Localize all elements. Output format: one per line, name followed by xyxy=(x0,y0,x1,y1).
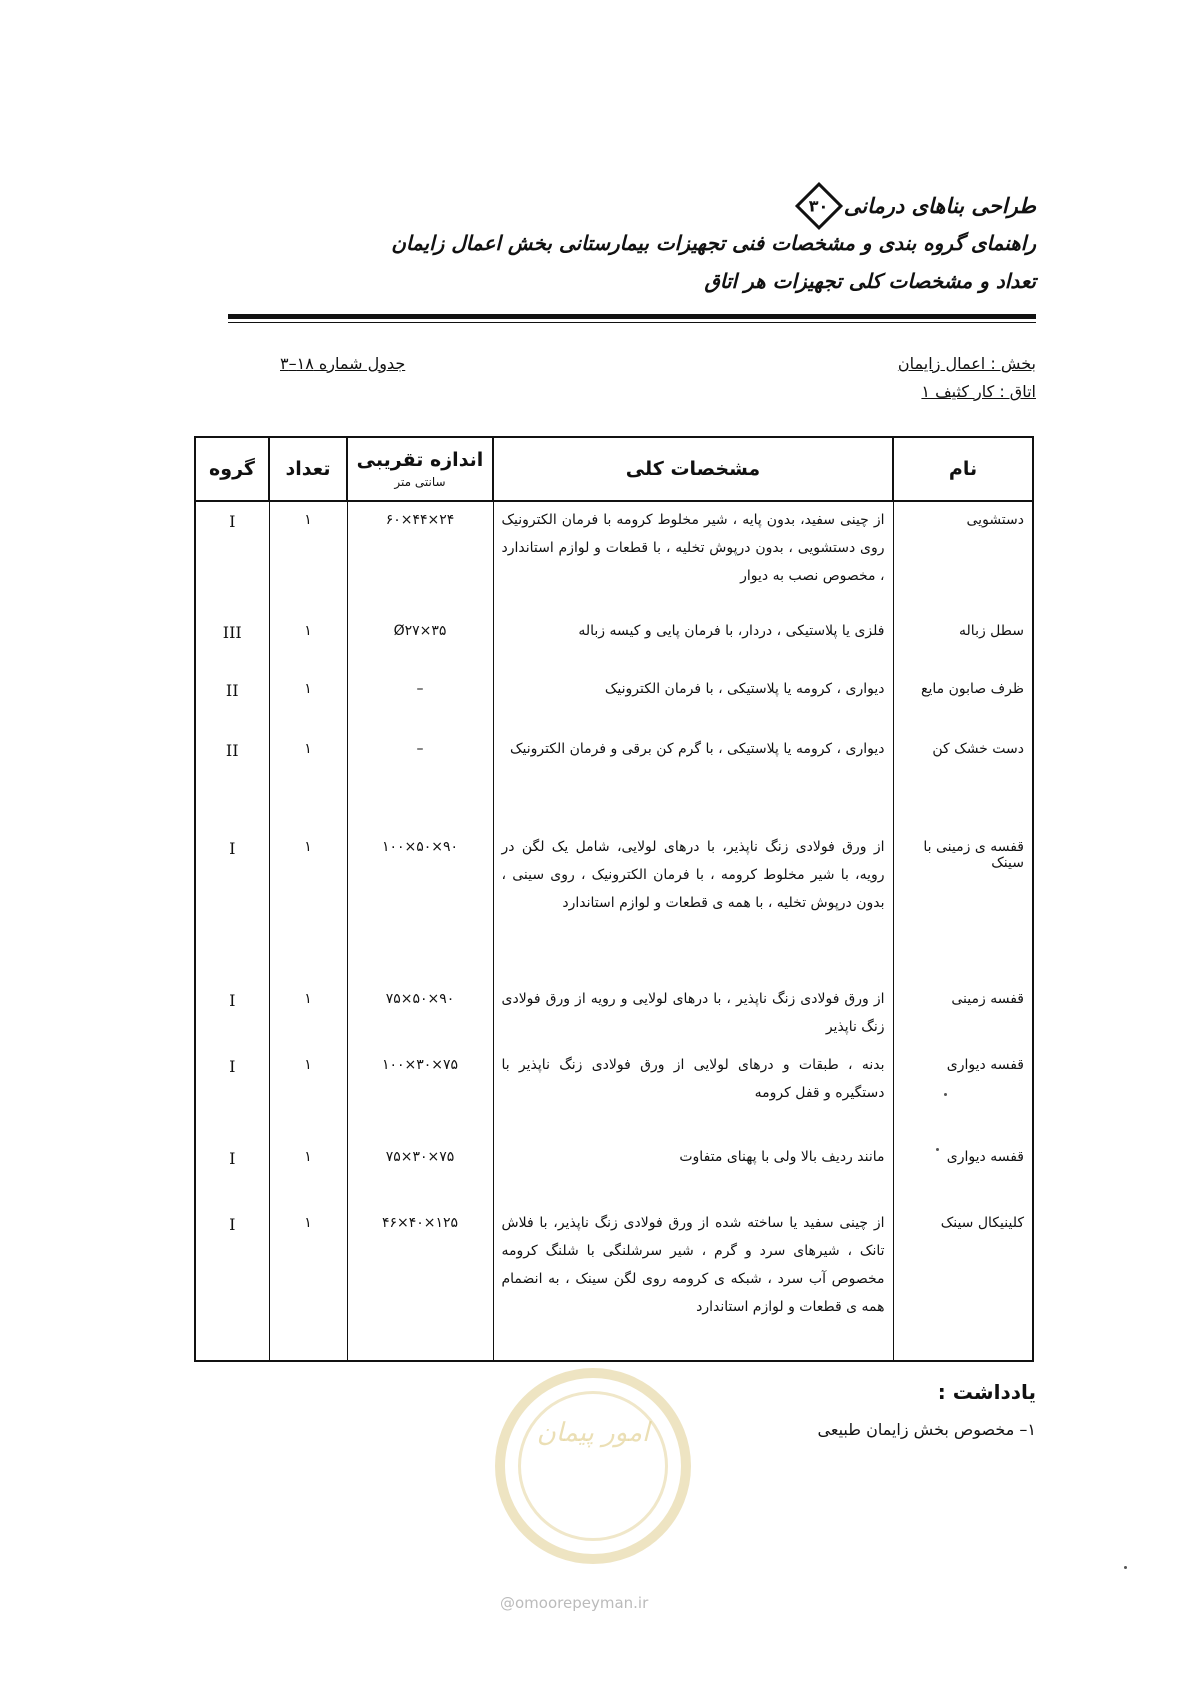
cell-size: – xyxy=(347,671,493,731)
cell-size: ۷۵×۳۰×۷۵ xyxy=(347,1139,493,1205)
cell-count: ۱ xyxy=(269,829,347,981)
header-name: نام xyxy=(893,437,1033,501)
header-count: تعداد xyxy=(269,437,347,501)
header-group: گروه xyxy=(195,437,269,501)
series-title-line xyxy=(216,188,1036,224)
cell-spec: فلزی یا پلاستیکی ، دردار، با فرمان پایی و کیسه زباله xyxy=(493,613,893,671)
table-row xyxy=(195,501,1033,613)
table-row xyxy=(195,1205,1033,1361)
cell-count: ۱ xyxy=(269,613,347,671)
table-row xyxy=(195,1047,1033,1139)
cell-name: دستشویی xyxy=(893,501,1033,613)
cell-count: ۱ xyxy=(269,981,347,1047)
speck xyxy=(944,1093,947,1096)
document-header xyxy=(216,188,1036,300)
cell-name: قفسه ی زمینی با سینک xyxy=(893,829,1033,981)
table-row xyxy=(195,671,1033,731)
table-row xyxy=(195,613,1033,671)
cell-size: ۶۰×۴۴×۲۴ xyxy=(347,501,493,613)
cell-name: سطل زباله xyxy=(893,613,1033,671)
cell-group: I xyxy=(195,1139,269,1205)
cell-count: ۱ xyxy=(269,1205,347,1361)
cell-spec: بدنه ، طبقات و درهای لولایی از ورق فولادی زنگ ناپذیر با دستگیره و قفل کرومه xyxy=(493,1047,893,1139)
series-title: طراحی بناهای درمانی xyxy=(843,194,1036,218)
cell-count: ۱ xyxy=(269,731,347,829)
cell-name: قفسه زمینی xyxy=(893,981,1033,1047)
cell-spec: از ورق فولادی زنگ ناپذیر ، با درهای لولایی و رویه از ورق فولادی زنگ ناپذیر xyxy=(493,981,893,1047)
header-spec: مشخصات کلی xyxy=(493,437,893,501)
cell-spec: از ورق فولادی زنگ ناپذیر، با درهای لولایی، شامل یک لگن در رویه، با شیر مخلوط کرومه ، با فرمان الکترونیک ، روی سینی ، بدون درپوش تخلیه ، با همه ی قطعات و لوازم استاندارد xyxy=(493,829,893,981)
document-subtitle: راهنمای گروه بندی و مشخصات فنی تجهیزات بیمارستانی بخش اعمال زایمان xyxy=(391,231,1036,255)
table-number: جدول شماره ۱۸–۳ xyxy=(280,354,406,373)
watermark-stamp xyxy=(495,1368,691,1564)
cell-size: ۱۰۰×۵۰×۹۰ xyxy=(347,829,493,981)
note-item: ۱– مخصوص بخش زایمان طبیعی xyxy=(817,1420,1036,1439)
cell-name: قفسه دیواری xyxy=(893,1139,1033,1205)
cell-count: ۱ xyxy=(269,1047,347,1139)
table-row xyxy=(195,1139,1033,1205)
equipment-table-wrapper xyxy=(196,436,1034,1362)
cell-spec: از چینی سفید، بدون پایه ، شیر مخلوط کرومه با فرمان الکترونیک روی دستشویی ، بدون درپوش تخلیه ، با قطعات و لوازم استاندارد ، مخصوص نصب به دیوار xyxy=(493,501,893,613)
cell-group: I xyxy=(195,1047,269,1139)
cell-name: دست خشک کن xyxy=(893,731,1033,829)
cell-count: ۱ xyxy=(269,671,347,731)
equipment-table xyxy=(194,436,1034,1362)
cell-spec: از چینی سفید یا ساخته شده از ورق فولادی زنگ ناپذیر، با فلاش تانک ، شیرهای سرد و گرم ، شیر سرشلنگی با شلنگ کرومه مخصوص آب سرد ، شبکه ی کرومه روی لگن سینک ، به انضمام همه ی قطعات و لوازم استاندارد xyxy=(493,1205,893,1361)
series-number-badge xyxy=(795,182,843,230)
cell-group: I xyxy=(195,981,269,1047)
header-size xyxy=(347,437,493,501)
cell-group: I xyxy=(195,829,269,981)
table-row xyxy=(195,981,1033,1047)
table-header-row xyxy=(195,437,1033,501)
cell-group: III xyxy=(195,613,269,671)
header-rule-thin xyxy=(228,322,1036,323)
cell-size: Ø۲۷×۳۵ xyxy=(347,613,493,671)
cell-group: II xyxy=(195,731,269,829)
speck xyxy=(1124,1566,1127,1569)
cell-spec: دیواری ، کرومه یا پلاستیکی ، با گرم کن برقی و فرمان الکترونیک xyxy=(493,731,893,829)
room-label: اتاق : کار کثیف ۱ xyxy=(921,382,1036,401)
document-subtitle-2: تعداد و مشخصات کلی تجهیزات هر اتاق xyxy=(704,269,1036,293)
cell-name: قفسه دیواری xyxy=(893,1047,1033,1139)
table-row xyxy=(195,731,1033,829)
cell-size: ۷۵×۵۰×۹۰ xyxy=(347,981,493,1047)
table-row xyxy=(195,829,1033,981)
cell-size: – xyxy=(347,731,493,829)
cell-name: ظرف صابون مایع xyxy=(893,671,1033,731)
cell-group: I xyxy=(195,1205,269,1361)
cell-group: II xyxy=(195,671,269,731)
header-size-unit: سانتی متر xyxy=(394,475,446,489)
header-rule-thick xyxy=(228,314,1036,319)
cell-count: ۱ xyxy=(269,501,347,613)
cell-size: ۱۰۰×۳۰×۷۵ xyxy=(347,1047,493,1139)
cell-spec: دیواری ، کرومه یا پلاستیکی ، با فرمان الکترونیک xyxy=(493,671,893,731)
speck xyxy=(936,1148,939,1151)
header-size-label: اندازه تقریبی xyxy=(356,449,484,471)
cell-group: I xyxy=(195,501,269,613)
section-info xyxy=(898,350,1036,406)
cell-size: ۴۶×۴۰×۱۲۵ xyxy=(347,1205,493,1361)
section-label: بخش : اعمال زایمان xyxy=(897,354,1036,373)
watermark-url: @omoorepeyman.ir xyxy=(500,1594,649,1612)
cell-spec: مانند ردیف بالا ولی با پهنای متفاوت xyxy=(493,1139,893,1205)
notes-title: یادداشت : xyxy=(937,1380,1036,1404)
series-number: ۳۰ xyxy=(809,196,829,216)
cell-name: کلینیکال سینک xyxy=(893,1205,1033,1361)
cell-count: ۱ xyxy=(269,1139,347,1205)
stamp-text: امور پیمان xyxy=(536,1418,650,1448)
stamp-inner-ring xyxy=(518,1391,668,1541)
